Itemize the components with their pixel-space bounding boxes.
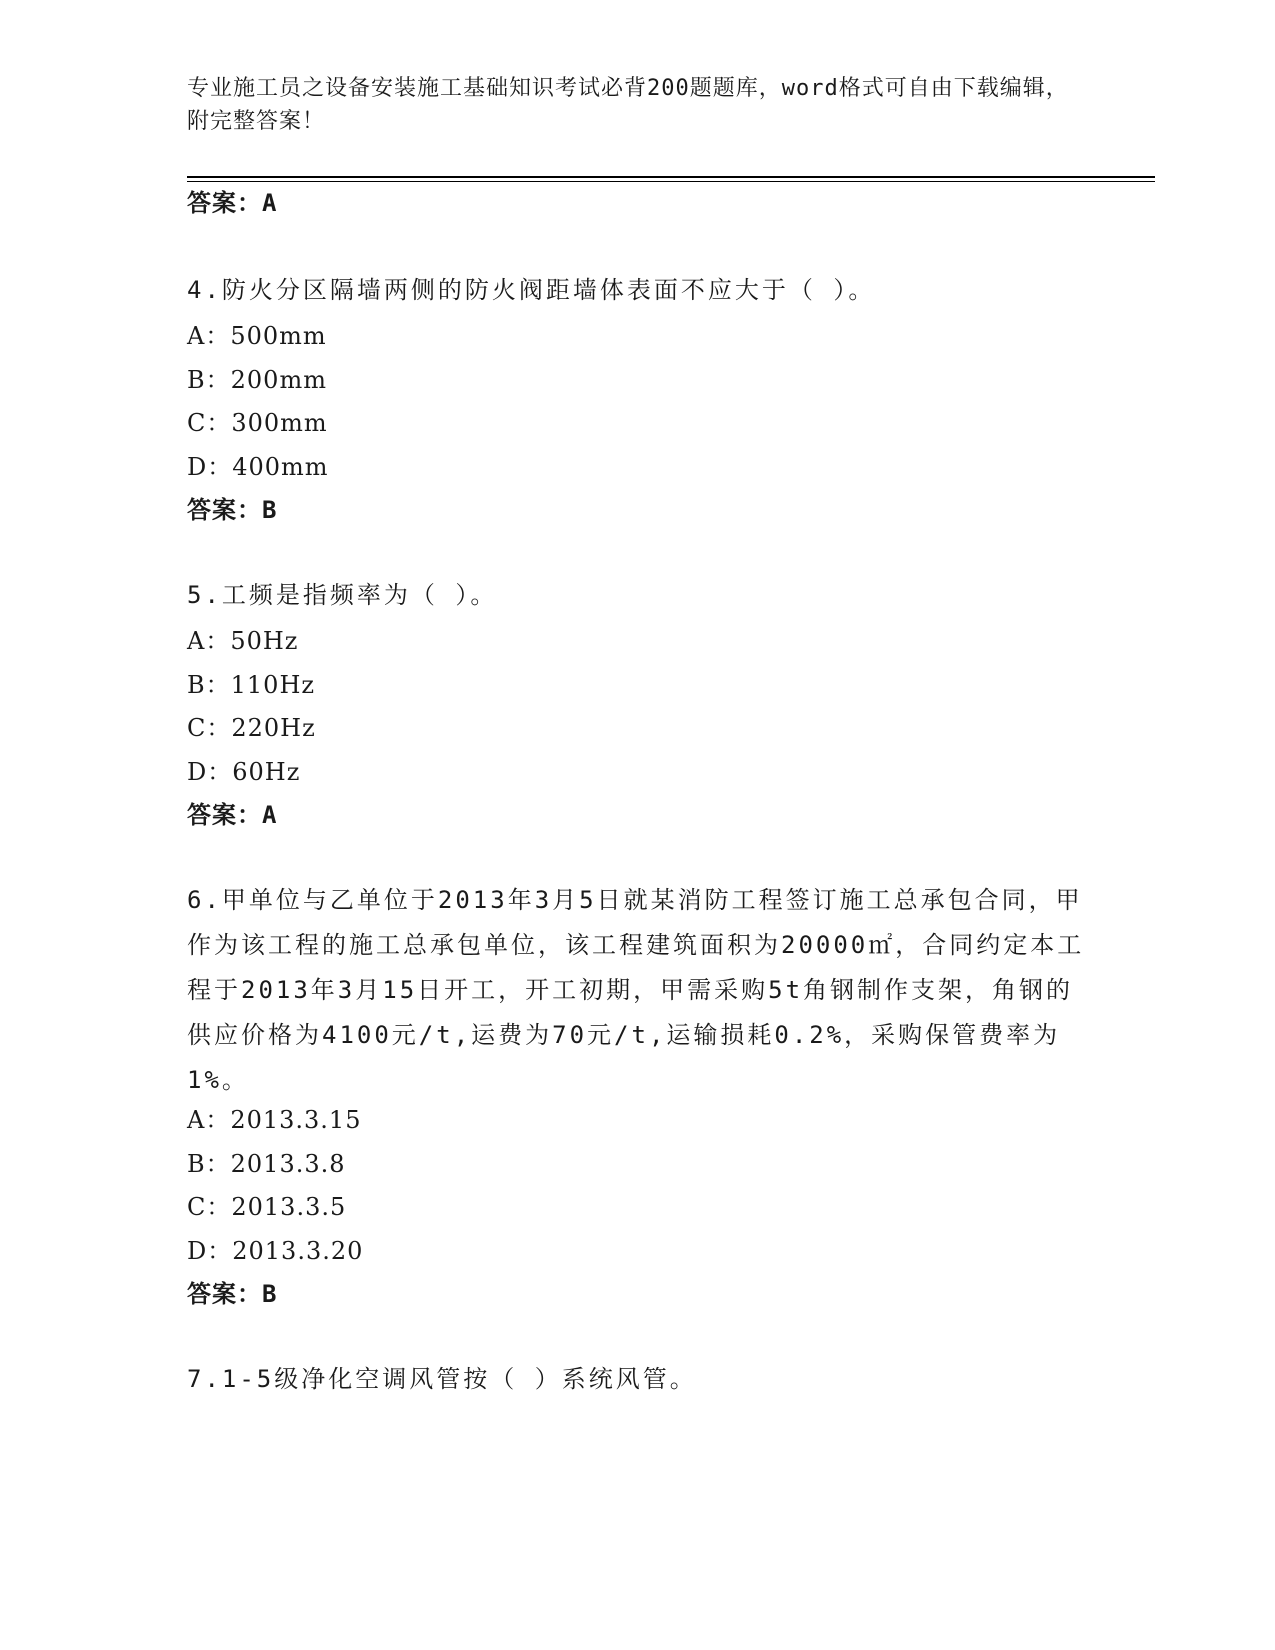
answer-q3: 答案：A [187, 189, 278, 217]
header-divider-thin [187, 181, 1155, 182]
question-5-stem: 5.工频是指频率为（ ）。 [187, 581, 498, 609]
answer-q4: 答案：B [187, 496, 278, 524]
question-4-option-b: B：200mm [187, 366, 327, 394]
question-4-option-c: C：300mm [187, 409, 328, 437]
question-5-option-c: C：220Hz [187, 714, 316, 742]
question-4-stem: 4.防火分区隔墙两侧的防火阀距墙体表面不应大于（ ）。 [187, 276, 876, 304]
question-6-option-b: B：2013.3.8 [187, 1150, 346, 1178]
question-4-option-d: D：400mm [187, 453, 329, 481]
header-divider-thick [187, 176, 1155, 178]
question-6-stem: 6.甲单位与乙单位于2013年3月5日就某消防工程签订施工总承包合同，甲作为该工程的施工总承包单位，该工程建筑面积为20000㎡，合同约定本工程于2013年3月15日开工，开工初期，甲需采购5t角钢制作支架，角钢的供应价格为4100元/t,运费为70元/t,运输损耗0.2%，采购保管费率为1%。 [187, 886, 1085, 1094]
question-5-option-b: B：110Hz [187, 671, 316, 699]
question-4-option-a: A：500mm [187, 322, 327, 350]
question-7-stem: 7.1-5级净化空调风管按（ ）系统风管。 [187, 1365, 697, 1393]
document-header: 专业施工员之设备安装施工基础知识考试必背200题题库，word格式可自由下载编辑，附完整答案！ [187, 76, 1069, 134]
question-6-option-d: D：2013.3.20 [187, 1237, 364, 1265]
question-5-option-d: D：60Hz [187, 758, 301, 786]
question-6-option-a: A：2013.3.15 [187, 1106, 362, 1134]
question-5-option-a: A：50Hz [187, 627, 299, 655]
question-6-option-c: C：2013.3.5 [187, 1193, 347, 1221]
answer-q6: 答案：B [187, 1280, 278, 1308]
answer-q5: 答案：A [187, 801, 278, 829]
